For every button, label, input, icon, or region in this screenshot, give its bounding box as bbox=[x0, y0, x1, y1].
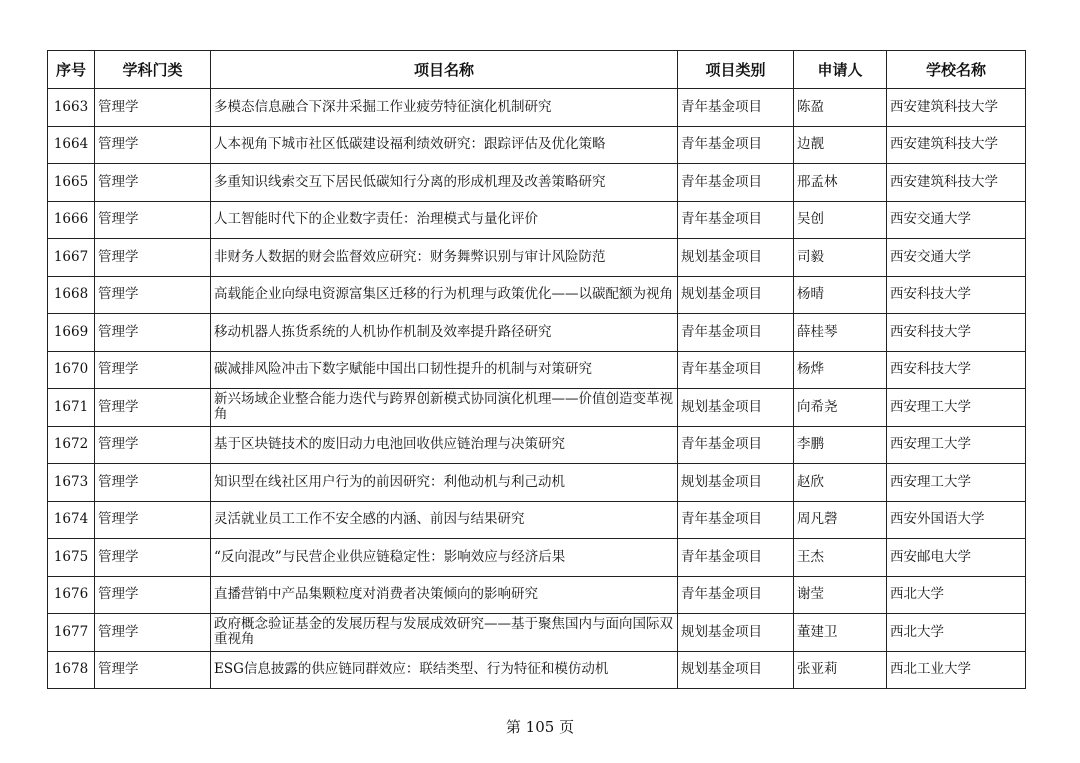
cell-applicant: 杨晴 bbox=[794, 276, 887, 314]
cell-school-name: 西安理工大学 bbox=[887, 389, 1026, 427]
header-discipline: 学科门类 bbox=[95, 51, 211, 89]
cell-discipline: 管理学 bbox=[95, 239, 211, 277]
cell-project-name: 知识型在线社区用户行为的前因研究：利他动机与利己动机 bbox=[211, 464, 678, 502]
cell-index: 1671 bbox=[48, 389, 95, 427]
cell-school-name: 西安建筑科技大学 bbox=[887, 164, 1026, 202]
cell-discipline: 管理学 bbox=[95, 201, 211, 239]
table-header-row bbox=[48, 51, 1026, 89]
cell-index: 1663 bbox=[48, 89, 95, 127]
cell-discipline: 管理学 bbox=[95, 501, 211, 539]
cell-project-name: 高载能企业向绿电资源富集区迁移的行为机理与政策优化——以碳配额为视角 bbox=[211, 276, 678, 314]
cell-applicant: 邢孟林 bbox=[794, 164, 887, 202]
table-row bbox=[48, 201, 1026, 239]
table-row bbox=[48, 614, 1026, 652]
cell-project-category: 规划基金项目 bbox=[678, 389, 794, 427]
table-row bbox=[48, 651, 1026, 689]
cell-school-name: 西安邮电大学 bbox=[887, 539, 1026, 577]
cell-project-category: 青年基金项目 bbox=[678, 164, 794, 202]
table-row bbox=[48, 276, 1026, 314]
cell-project-name: 人本视角下城市社区低碳建设福利绩效研究：跟踪评估及优化策略 bbox=[211, 126, 678, 164]
cell-applicant: 杨烨 bbox=[794, 351, 887, 389]
table-row bbox=[48, 126, 1026, 164]
cell-school-name: 西北大学 bbox=[887, 614, 1026, 652]
cell-project-category: 青年基金项目 bbox=[678, 539, 794, 577]
cell-applicant: 周凡磬 bbox=[794, 501, 887, 539]
cell-school-name: 西北工业大学 bbox=[887, 651, 1026, 689]
cell-project-name: 移动机器人拣货系统的人机协作机制及效率提升路径研究 bbox=[211, 314, 678, 352]
cell-discipline: 管理学 bbox=[95, 314, 211, 352]
cell-project-category: 规划基金项目 bbox=[678, 276, 794, 314]
cell-applicant: 董建卫 bbox=[794, 614, 887, 652]
cell-project-category: 规划基金项目 bbox=[678, 651, 794, 689]
cell-discipline: 管理学 bbox=[95, 651, 211, 689]
cell-index: 1677 bbox=[48, 614, 95, 652]
cell-school-name: 西安建筑科技大学 bbox=[887, 126, 1026, 164]
cell-index: 1668 bbox=[48, 276, 95, 314]
table-row bbox=[48, 539, 1026, 577]
table-body bbox=[48, 89, 1026, 689]
table-row bbox=[48, 389, 1026, 427]
cell-discipline: 管理学 bbox=[95, 389, 211, 427]
cell-project-category: 青年基金项目 bbox=[678, 576, 794, 614]
cell-index: 1678 bbox=[48, 651, 95, 689]
cell-school-name: 西安科技大学 bbox=[887, 351, 1026, 389]
cell-applicant: 吴创 bbox=[794, 201, 887, 239]
cell-school-name: 西安理工大学 bbox=[887, 426, 1026, 464]
cell-project-name: 直播营销中产品集颗粒度对消费者决策倾向的影响研究 bbox=[211, 576, 678, 614]
header-index: 序号 bbox=[48, 51, 95, 89]
cell-index: 1666 bbox=[48, 201, 95, 239]
cell-project-name: ESG信息披露的供应链同群效应：联结类型、行为特征和模仿动机 bbox=[211, 651, 678, 689]
cell-project-category: 规划基金项目 bbox=[678, 614, 794, 652]
cell-project-category: 规划基金项目 bbox=[678, 464, 794, 502]
cell-discipline: 管理学 bbox=[95, 426, 211, 464]
cell-applicant: 陈盈 bbox=[794, 89, 887, 127]
page-number: 第 105 页 bbox=[505, 718, 575, 736]
cell-project-name: 灵活就业员工工作不安全感的内涵、前因与结果研究 bbox=[211, 501, 678, 539]
table-row bbox=[48, 164, 1026, 202]
cell-discipline: 管理学 bbox=[95, 576, 211, 614]
cell-applicant: 王杰 bbox=[794, 539, 887, 577]
cell-index: 1675 bbox=[48, 539, 95, 577]
cell-school-name: 西北大学 bbox=[887, 576, 1026, 614]
cell-index: 1665 bbox=[48, 164, 95, 202]
cell-project-category: 规划基金项目 bbox=[678, 239, 794, 277]
cell-project-name: 新兴场域企业整合能力迭代与跨界创新模式协同演化机理——价值创造变革视角 bbox=[211, 389, 678, 427]
cell-index: 1670 bbox=[48, 351, 95, 389]
cell-index: 1676 bbox=[48, 576, 95, 614]
cell-project-name: 非财务人数据的财会监督效应研究：财务舞弊识别与审计风险防范 bbox=[211, 239, 678, 277]
table-row bbox=[48, 464, 1026, 502]
cell-discipline: 管理学 bbox=[95, 89, 211, 127]
cell-index: 1672 bbox=[48, 426, 95, 464]
cell-discipline: 管理学 bbox=[95, 164, 211, 202]
cell-project-name: 人工智能时代下的企业数字责任：治理模式与量化评价 bbox=[211, 201, 678, 239]
cell-project-category: 青年基金项目 bbox=[678, 426, 794, 464]
cell-project-category: 青年基金项目 bbox=[678, 89, 794, 127]
header-applicant: 申请人 bbox=[794, 51, 887, 89]
cell-applicant: 张亚莉 bbox=[794, 651, 887, 689]
table-row bbox=[48, 239, 1026, 277]
table-row bbox=[48, 89, 1026, 127]
cell-project-category: 青年基金项目 bbox=[678, 314, 794, 352]
cell-discipline: 管理学 bbox=[95, 276, 211, 314]
cell-school-name: 西安科技大学 bbox=[887, 276, 1026, 314]
cell-project-category: 青年基金项目 bbox=[678, 501, 794, 539]
table-row bbox=[48, 351, 1026, 389]
project-list-table bbox=[47, 50, 1026, 689]
cell-project-category: 青年基金项目 bbox=[678, 126, 794, 164]
cell-applicant: 向希尧 bbox=[794, 389, 887, 427]
cell-applicant: 李鹏 bbox=[794, 426, 887, 464]
cell-index: 1674 bbox=[48, 501, 95, 539]
cell-school-name: 西安建筑科技大学 bbox=[887, 89, 1026, 127]
cell-discipline: 管理学 bbox=[95, 126, 211, 164]
cell-project-category: 青年基金项目 bbox=[678, 201, 794, 239]
cell-project-name: 多模态信息融合下深井采掘工作业疲劳特征演化机制研究 bbox=[211, 89, 678, 127]
table-row bbox=[48, 314, 1026, 352]
cell-applicant: 薛桂琴 bbox=[794, 314, 887, 352]
cell-school-name: 西安交通大学 bbox=[887, 239, 1026, 277]
cell-school-name: 西安理工大学 bbox=[887, 464, 1026, 502]
cell-project-category: 青年基金项目 bbox=[678, 351, 794, 389]
cell-applicant: 边靓 bbox=[794, 126, 887, 164]
cell-project-name: “反向混改”与民营企业供应链稳定性：影响效应与经济后果 bbox=[211, 539, 678, 577]
cell-school-name: 西安科技大学 bbox=[887, 314, 1026, 352]
cell-project-name: 政府概念验证基金的发展历程与发展成效研究——基于聚焦国内与面向国际双重视角 bbox=[211, 614, 678, 652]
cell-applicant: 谢莹 bbox=[794, 576, 887, 614]
cell-applicant: 司毅 bbox=[794, 239, 887, 277]
cell-index: 1664 bbox=[48, 126, 95, 164]
cell-index: 1673 bbox=[48, 464, 95, 502]
cell-project-name: 基于区块链技术的废旧动力电池回收供应链治理与决策研究 bbox=[211, 426, 678, 464]
table-row bbox=[48, 501, 1026, 539]
cell-discipline: 管理学 bbox=[95, 614, 211, 652]
table-row bbox=[48, 576, 1026, 614]
cell-discipline: 管理学 bbox=[95, 351, 211, 389]
header-project-name: 项目名称 bbox=[211, 51, 678, 89]
table-row bbox=[48, 426, 1026, 464]
header-project-category: 项目类别 bbox=[678, 51, 794, 89]
cell-discipline: 管理学 bbox=[95, 464, 211, 502]
cell-applicant: 赵欣 bbox=[794, 464, 887, 502]
cell-discipline: 管理学 bbox=[95, 539, 211, 577]
cell-index: 1667 bbox=[48, 239, 95, 277]
cell-school-name: 西安交通大学 bbox=[887, 201, 1026, 239]
header-school-name: 学校名称 bbox=[887, 51, 1026, 89]
cell-project-name: 多重知识线索交互下居民低碳知行分离的形成机理及改善策略研究 bbox=[211, 164, 678, 202]
cell-index: 1669 bbox=[48, 314, 95, 352]
cell-project-name: 碳减排风险冲击下数字赋能中国出口韧性提升的机制与对策研究 bbox=[211, 351, 678, 389]
cell-school-name: 西安外国语大学 bbox=[887, 501, 1026, 539]
